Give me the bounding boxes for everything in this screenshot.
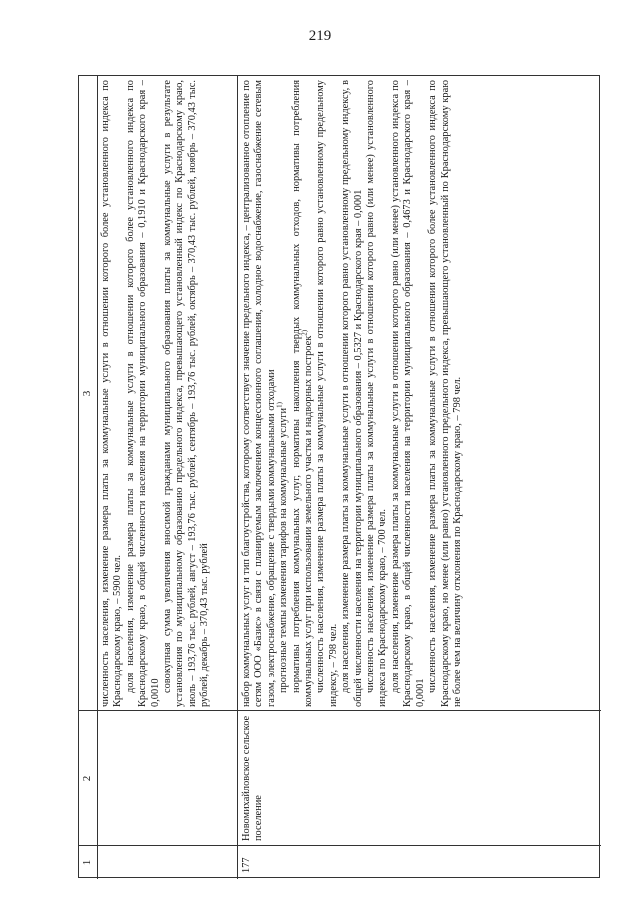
continued-content: [100, 80, 212, 707]
header-col-3: 3: [81, 390, 93, 397]
column-divider: [79, 710, 601, 711]
row-paragraph: численность населения, изменение размера платы за коммунальные услуги в отношении которого равно (или менее) установленного индекса по Краснодарскому краю, – 700 чел.: [365, 80, 389, 707]
header-col-1: 1: [81, 859, 93, 866]
row-paragraph: набор коммунальных услуг и тип благоустройства, которому соответствует значение предельного индекса, – централизованное отопление по сетям ООО «Базис» в связи с планируемым заключением концессионного соглашения, холодное водоснабжение, газоснабжение сетевым газом, электроснабжение, обращение с твердыми коммунальными отходами: [241, 80, 277, 707]
row-divider: [237, 76, 238, 879]
column-divider: [79, 845, 601, 846]
row-paragraph: доля населения, изменение размера платы за коммунальные услуги в отношении которого равно установленному предельному индексу, в общей численности населения на территории муниципального образования – 0,5327 и Краснодарского края – 0,0001: [340, 80, 364, 707]
continued-paragraph: совокупная сумма увеличения вносимой гражданами муниципального образования платы за коммунальные услуги в результате установления по муниципальному образованию предельного индекса, превышающего установленный индекс по Краснодарскому краю, июль – 193,76 тыс. рублей, август – 193,76 тыс. рублей, сентябрь – 193,76 тыс. рублей, октябрь – 370,43 тыс. рублей, ноябрь – 370,43 тыс. рублей, декабрь – 370,43 тыс. рублей: [162, 80, 211, 707]
row-number: 177: [241, 857, 252, 873]
table: [78, 75, 600, 878]
rotated-table: [79, 76, 601, 879]
footnote-mark: 1): [275, 402, 284, 408]
header-col-2: 2: [81, 775, 93, 782]
row-paragraph: численность населения, изменение размера платы за коммунальные услуги в отношении которого равно установленному предельному индексу, – 798 чел.: [315, 80, 339, 707]
row-paragraph: численность населения, изменение размера платы за коммунальные услуги в отношении которого более установленного индекса по Краснодарскому краю, но менее (или равно) установленного предельного индекса, превышающего установленный по Краснодарскому краю не более чем на величину отклонения по Краснодарскому краю, – 798 чел.: [427, 80, 463, 707]
continued-paragraph: доля населения, изменение размера платы за коммунальные услуги в отношении которого более установленного индекса по Краснодарскому краю, в общей численности населения на территории муниципального образования – 0,1910 и Краснодарского края – 0,0010: [124, 80, 161, 707]
row-paragraph: нормативы потребления коммунальных услуг, нормативы накопления твердых коммунальных отходов, нормативы потребления коммунальных услуг при использовании земельного участка и надворных построек$^{2)}$: [290, 80, 315, 707]
row-paragraph: доля населения, изменение размера платы за коммунальные услуги в отношении которого равно (или менее) установленного индекса по Краснодарскому краю, в общей численности населения на территории муниципального образования – 0,4673 и Краснодарского края – 0,0001: [389, 80, 426, 707]
row-paragraph: прогнозные темпы изменения тарифов на коммунальные услуги$^{1)}$: [275, 402, 290, 693]
page-number: 219: [308, 28, 332, 44]
row-content: [241, 80, 464, 707]
continued-paragraph: численность населения, изменение размера платы за коммунальные услуги в отношении которого более установленного индекса по Краснодарскому краю, – 5900 чел.: [100, 80, 124, 707]
municipality-name: Новомихайловское сельское поселение: [241, 715, 265, 841]
footnote-mark: 2): [300, 329, 309, 336]
header-divider: [97, 76, 98, 879]
